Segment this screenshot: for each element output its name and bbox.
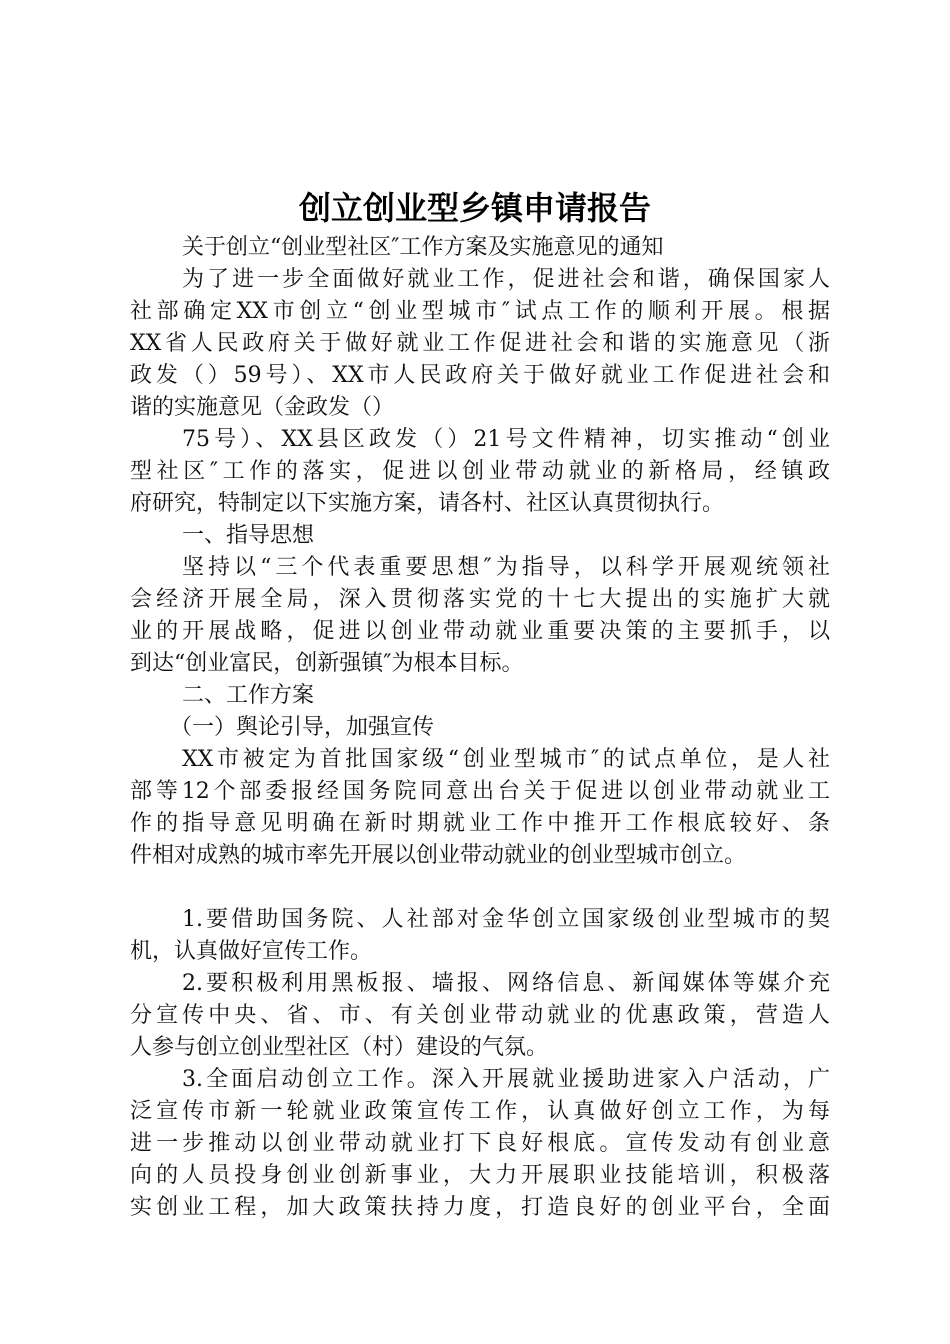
paragraph-line: 作的指导意见明确在新时期就业工作中推开工作根底较好、条: [130, 811, 830, 836]
paragraph-line: 3.全面启动创立工作。深入开展就业援助进家入户活动，广: [182, 1067, 830, 1092]
paragraph-line: 为了进一步全面做好就业工作，促进社会和谐，确保国家人: [182, 267, 830, 292]
paragraph-line: 政发（）59号）、XX市人民政府关于做好就业工作促进社会和: [130, 363, 830, 388]
paragraph-line: 到达“创业富民，创新强镇″为根本目标。: [130, 651, 524, 676]
paragraph-line: 向的人员投身创业创新事业，大力开展职业技能培训，积极落: [130, 1163, 830, 1188]
section-heading: 二、工作方案: [182, 683, 315, 708]
document-title: 创立创业型乡镇申请报告: [298, 189, 651, 227]
paragraph-line: 1.要借助国务院、人社部对金华创立国家级创业型城市的契: [182, 907, 830, 932]
paragraph-line: 分宣传中央、省、市、有关创业带动就业的优惠政策，营造人: [130, 1003, 830, 1028]
paragraph-line: 坚持以“三个代表重要思想″为指导，以科学开展观统领社: [182, 555, 830, 580]
paragraph-line: 会经济开展全局，深入贯彻落实党的十七大提出的实施扩大就: [130, 587, 830, 612]
paragraph-line: 谐的实施意见（金政发（）: [130, 395, 395, 420]
paragraph-line: 关于创立“创业型社区″工作方案及实施意见的通知: [182, 235, 664, 260]
section-heading: 一、指导思想: [182, 523, 315, 548]
paragraph-line: 75号）、XX县区政发（）21号文件精神，切实推动“创业: [182, 427, 830, 452]
paragraph-line: 件相对成熟的城市率先开展以创业带动就业的创业型城市创立。: [130, 843, 747, 868]
subsection-heading: （一）舆论引导，加强宣传: [170, 715, 435, 740]
blank-line: [130, 872, 830, 904]
paragraph-line: XX市被定为首批国家级“创业型城市″的试点单位，是人社: [182, 747, 830, 772]
paragraph-line: 泛宣传市新一轮就业政策宣传工作，认真做好创立工作，为每: [130, 1099, 830, 1124]
paragraph-line: 人参与创立创业型社区（村）建设的气氛。: [130, 1035, 549, 1060]
paragraph-line: 府研究，特制定以下实施方案，请各村、社区认真贯彻执行。: [130, 491, 725, 516]
paragraph-line: 社部确定XX市创立“创业型城市″试点工作的顺利开展。根据: [130, 299, 830, 324]
paragraph-line: 进一步推动以创业带动就业打下良好根底。宣传发动有创业意: [130, 1131, 830, 1156]
paragraph-line: 2.要积极利用黑板报、墙报、网络信息、新闻媒体等媒介充: [182, 971, 830, 996]
paragraph-line: 实创业工程，加大政策扶持力度，打造良好的创业平台，全面: [130, 1195, 830, 1220]
paragraph-line: 部等12个部委报经国务院同意出台关于促进以创业带动就业工: [130, 779, 830, 804]
paragraph-line: 机，认真做好宣传工作。: [130, 939, 373, 964]
document-body: [130, 232, 830, 1224]
paragraph-line: 业的开展战略，促进以创业带动就业重要决策的主要抓手，以: [130, 619, 830, 644]
paragraph-line: 型社区″工作的落实，促进以创业带动就业的新格局，经镇政: [130, 459, 830, 484]
paragraph-line: XX省人民政府关于做好就业工作促进社会和谐的实施意见（浙: [130, 331, 830, 356]
